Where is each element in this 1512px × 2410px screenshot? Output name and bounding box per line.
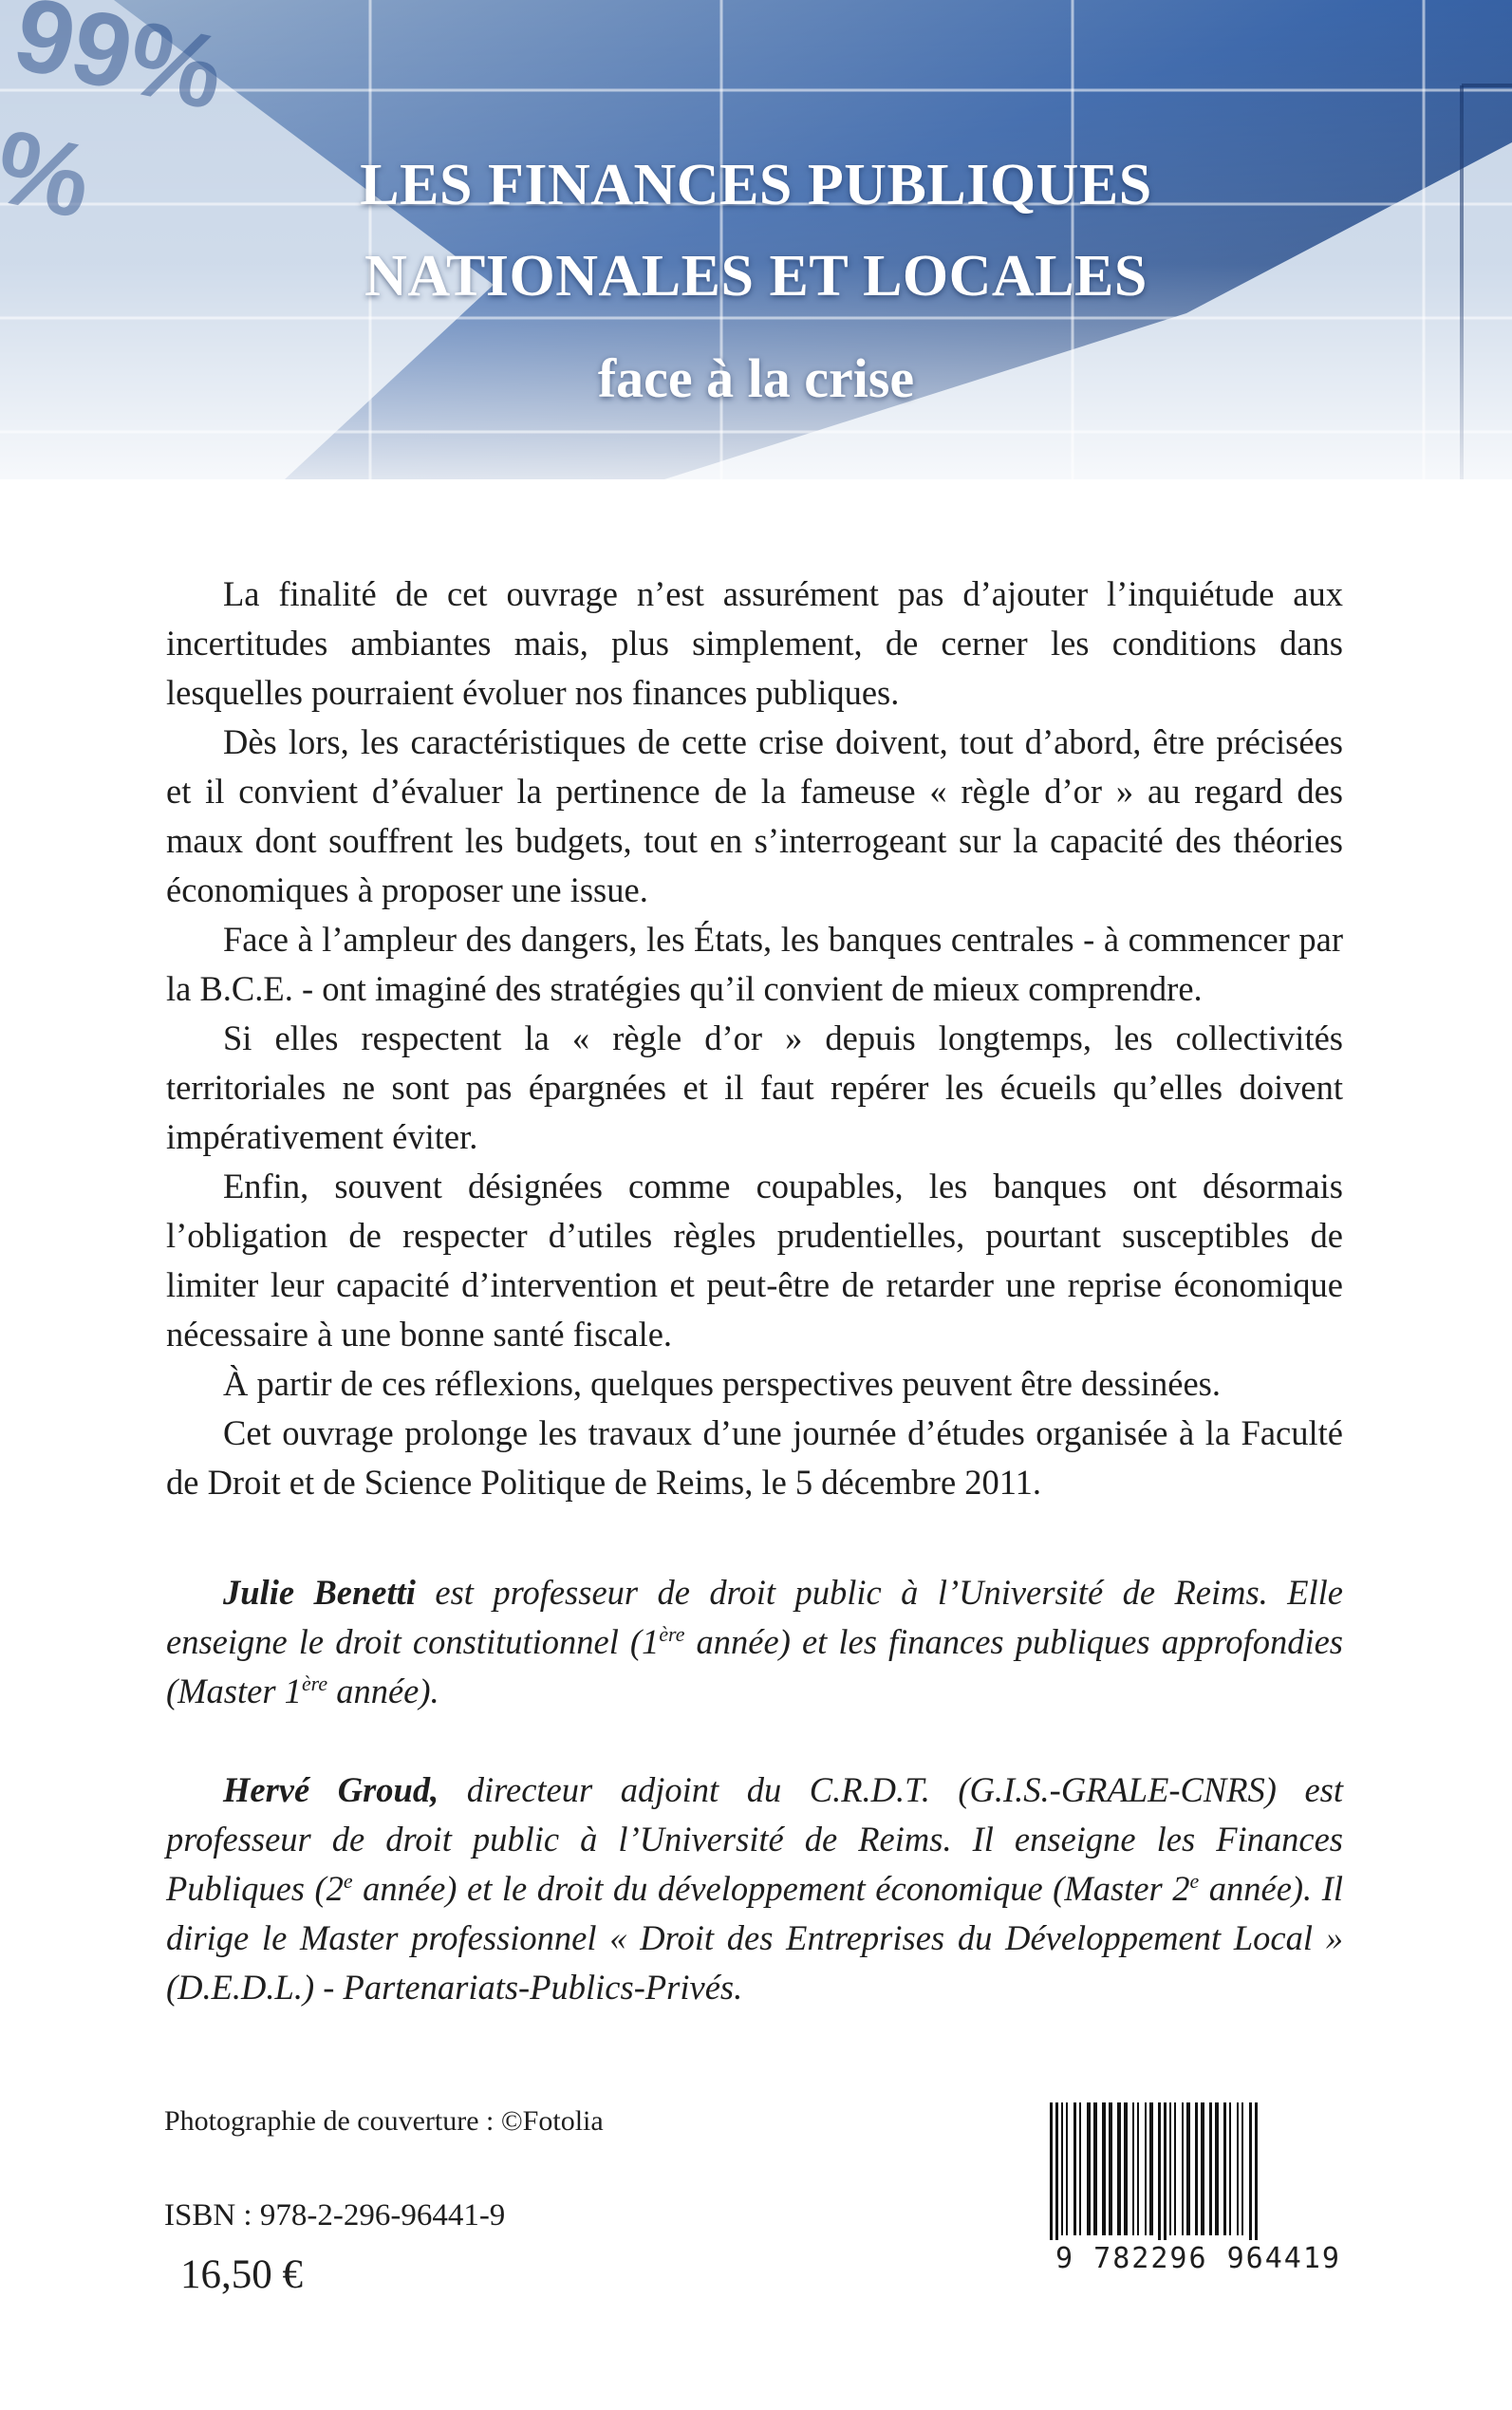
bio-text: année) et le droit du développement économique (Master 2 [352,1869,1190,1908]
barcode-bar [1093,2102,1097,2235]
barcode-bar [1182,2102,1184,2235]
back-cover-summary [166,570,1343,1507]
barcode-digits: 9 782296 964419 [1044,2240,1353,2278]
barcode-bar [1132,2102,1134,2235]
author-bio-groud [166,1765,1343,2012]
bio-text: année). [327,1672,439,1710]
author-name: Julie Benetti [223,1573,416,1612]
summary-paragraph: Face à l’ampleur des dangers, les États, les banques centrales - à commencer par la B.C.E. - ont imaginé des stratégies qu’il convient de mieux comprendre. [166,920,1343,1008]
barcode-bar [1223,2102,1226,2235]
barcode-bar [1241,2102,1243,2235]
barcode-bar [1195,2102,1198,2235]
barcode-bar [1249,2102,1252,2245]
barcode-bar [1066,2102,1068,2235]
barcode-bar [1164,2102,1167,2245]
barcode-bar [1174,2102,1176,2235]
summary-paragraph: À partir de ces réflexions, quelques perspectives peuvent être dessinées. [223,1364,1222,1403]
bio-text: directeur adjoint du C.R.D.T. (G.I.S.-GRALE-CNRS) est professeur de droit public à l’Université de Reims. Il enseigne les Finances Publiques (2 [166,1770,1343,1908]
book-title-line-2: NATIONALES ET LOCALES [364,244,1148,308]
cover-banner [0,0,1512,479]
barcode-bar [1087,2102,1091,2235]
barcode-bar [1124,2102,1128,2235]
barcode-bar [1149,2102,1153,2235]
photo-credit: Photographie de couverture : ©Fotolia [164,2105,604,2137]
bio-superscript: ère [301,1671,328,1695]
barcode-bar [1079,2102,1081,2235]
barcode-bar [1102,2102,1106,2235]
barcode-bar [1073,2102,1076,2235]
summary-paragraph: Dès lors, les caractéristiques de cette crise doivent, tout d’abord, être précisées et il convient d’évaluer la pertinence de la fameuse « règle d’or » au regard des maux dont souffrent les budgets, tout en s’interrogeant sur la capacité des théories économiques à proposer une issue. [166,722,1343,909]
bio-text: année). Il dirige le Master professionnel « Droit des Entreprises du Développement Local » (D.E.D.L.) - Partenariats-Publics-Privés. [166,1869,1344,2007]
barcode-bar [1145,2102,1147,2235]
book-title-line-1: LES FINANCES PUBLIQUES [360,153,1152,217]
author-biographies [166,1568,1343,2012]
price: 16,50 € [180,2252,303,2297]
barcode-bar [1215,2102,1219,2235]
author-name: Hervé Groud, [223,1770,439,1809]
summary-paragraph: La finalité de cet ouvrage n’est assurément pas d’ajouter l’inquiétude aux incertitudes ambiantes mais, plus simplement, de cerner les conditions dans lesquelles pourraient évoluer nos finances publiques. [166,574,1343,712]
barcode-bars [1044,2102,1353,2245]
barcode-bar [1255,2102,1258,2245]
author-bio-benetti [166,1568,1343,1716]
barcode-bar [1201,2102,1204,2235]
bio-superscript: ère [659,1621,685,1646]
barcode-bar [1061,2102,1063,2235]
summary-paragraph: Cet ouvrage prolonge les travaux d’une journée d’études organisée à la Faculté de Droit et de Science Politique de Reims, le 5 décembre 2011. [166,1413,1343,1502]
barcode-bar [1055,2102,1058,2245]
bio-text: est professeur de droit public à l’Université de Reims. Elle enseigne le droit constitutionnel (1 [166,1573,1343,1661]
barcode-bar [1169,2102,1171,2235]
barcode-bar [1237,2102,1239,2235]
barcode-bar [1109,2102,1112,2235]
bio-text: année) et les finances publiques approfondies (Master 1 [166,1622,1343,1710]
barcode-bar [1117,2102,1121,2235]
barcode-bar [1229,2102,1231,2235]
barcode-bar [1209,2102,1212,2235]
bio-superscript: e [343,1868,353,1893]
book-subtitle: face à la crise [597,347,915,409]
barcode-bar [1050,2102,1053,2245]
barcode-bar [1186,2102,1190,2235]
summary-paragraph: Si elles respectent la « règle d’or » depuis longtemps, les collectivités territoriales ne sont pas épargnées et il faut repérer les écueils qu’elles doivent impérativement éviter. [166,1018,1343,1156]
isbn: ISBN : 978-2-296-96441-9 [164,2198,506,2233]
barcode-bar [1158,2102,1161,2245]
bio-superscript: e [1189,1868,1200,1893]
barcode-bar [1137,2102,1139,2235]
summary-paragraph: Enfin, souvent désignées comme coupables, les banques ont désormais l’obligation de respecter d’utiles règles prudentielles, pourtant susceptibles de limiter leur capacité d’intervention et peut-être de retarder une reprise économique nécessaire à une bonne santé fiscale. [166,1167,1343,1354]
